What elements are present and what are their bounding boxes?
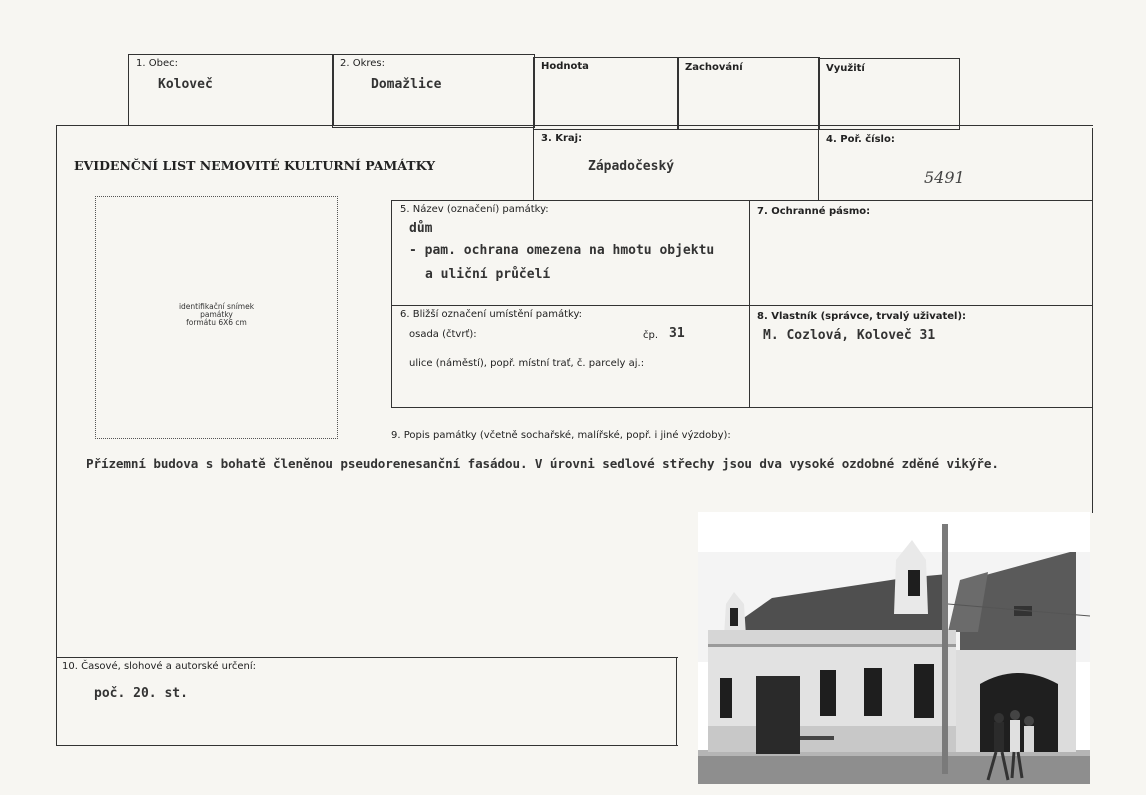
frame-top (56, 125, 1093, 126)
photo-placeholder-line3: formátu 6X6 cm (186, 318, 247, 327)
box5-right (749, 200, 750, 408)
box10-bottom (56, 745, 678, 746)
frame-left (56, 125, 57, 746)
vlastnik-label: 8. Vlastník (správce, trvalý uživatel): (757, 311, 967, 322)
obec-label: 1. Obec: (136, 58, 178, 69)
box10-top (56, 657, 678, 658)
vyuziti-label: Využití (826, 63, 865, 74)
photo-placeholder-line2: památky (200, 310, 233, 319)
popis-label: 9. Popis památky (včetně sochařské, malířské, popř. i jiné výzdoby): (391, 430, 731, 441)
nazev-line1: dům (409, 221, 433, 236)
cp-value: 31 (669, 326, 685, 341)
okres-label: 2. Okres: (340, 58, 386, 69)
obec-value: Koloveč (158, 77, 213, 92)
photo-placeholder-line1: identifikační snímek (178, 302, 255, 311)
urceni-label: 10. Časové, slohové a autorské určení: (62, 661, 257, 672)
row5-top (391, 200, 1093, 201)
osada-label: osada (čtvrť): (409, 329, 477, 340)
nazev-line2: - pam. ochrana omezena na hmotu objektu (409, 243, 715, 258)
row6-bottom (391, 407, 1093, 408)
building-photo-image (698, 512, 1090, 784)
popis-value: Přízemní budova s bohatě členěnou pseudorenesanční fasádou. V úrovni sedlové střechy jsou dva vysoké ozdobné zděné vikýře. (86, 456, 999, 471)
box5-left (391, 200, 392, 408)
ulice-label: ulice (náměstí), popř. místní trať, č. parcely aj.: (409, 358, 645, 369)
por-cislo-label: 4. Poř. číslo: (826, 134, 895, 145)
kraj-value: Západočeský (588, 159, 675, 174)
umisteni-label: 6. Bližší označení umístění památky: (400, 309, 583, 320)
building-photo (698, 512, 1090, 784)
zachovani-label: Zachování (685, 62, 743, 73)
por-cislo-value: 5491 (924, 168, 965, 187)
row6-top (391, 305, 1093, 306)
kraj-divider-left (533, 128, 534, 200)
nazev-label: 5. Název (označení) památky: (400, 204, 549, 215)
frame-right (1092, 128, 1093, 513)
kraj-label: 3. Kraj: (541, 133, 583, 144)
hodnota-label: Hodnota (541, 61, 589, 72)
okres-value: Domažlice (371, 77, 442, 92)
box10-right (676, 657, 677, 746)
form-title: EVIDENČNÍ LIST NEMOVITÉ KULTURNÍ PAMÁTKY (74, 158, 436, 173)
ochranne-pasmo-label: 7. Ochranné pásmo: (757, 206, 871, 217)
vlastnik-value: M. Cozlová, Koloveč 31 (763, 328, 936, 343)
urceni-value: poč. 20. st. (94, 686, 188, 701)
nazev-line3: a uliční průčelí (425, 267, 551, 282)
photo-placeholder (95, 196, 338, 439)
cp-label: čp. (643, 330, 659, 341)
kraj-divider-right (818, 128, 819, 201)
